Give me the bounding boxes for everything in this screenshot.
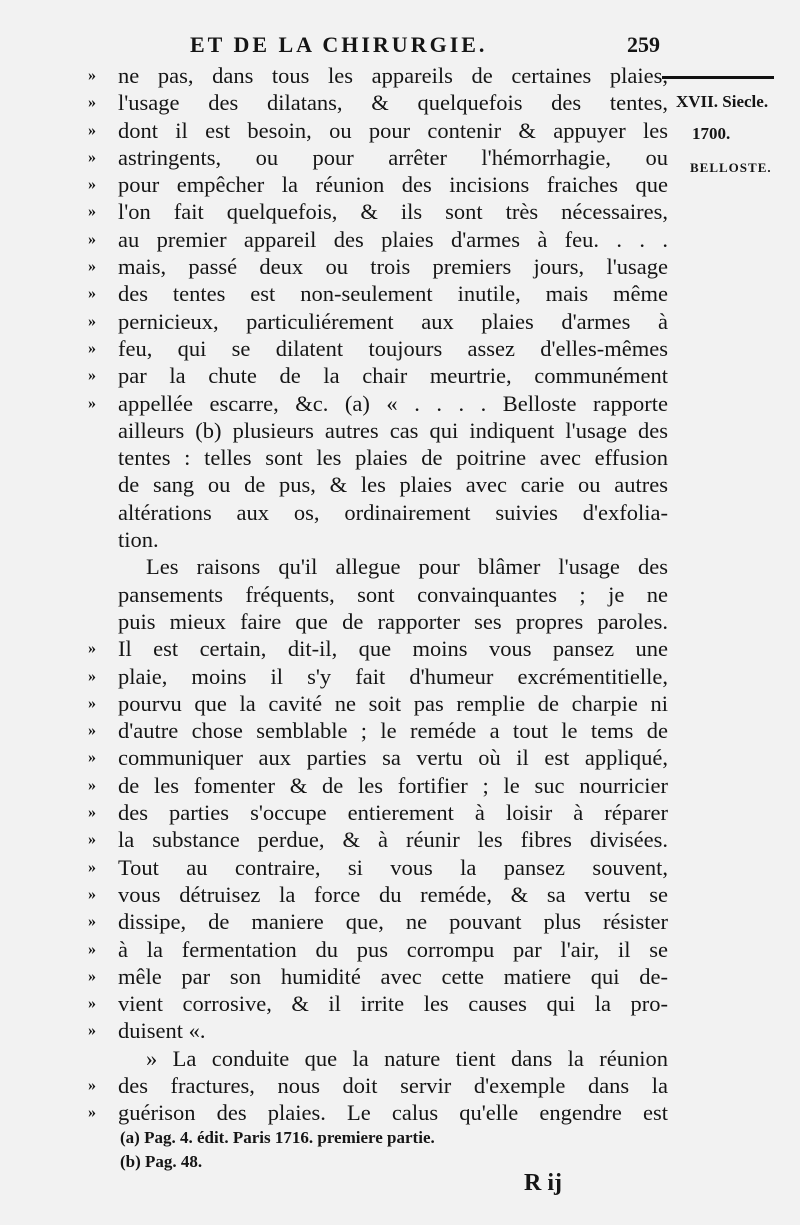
text-line (88, 690, 668, 717)
quote-mark: » (88, 94, 96, 112)
line-text: tion. (118, 527, 159, 553)
line-text: pour empêcher la réunion des incisions fraiches que (118, 172, 668, 198)
text-line (88, 635, 668, 662)
line-text: l'on fait quelquefois, & ils sont très nécessaires, (118, 199, 668, 225)
text-line (88, 1099, 668, 1126)
text-line (88, 772, 668, 799)
text-line (88, 717, 668, 744)
running-header (190, 32, 660, 62)
quote-mark: » (88, 339, 96, 357)
text-line (88, 553, 668, 580)
text-line (88, 936, 668, 963)
text-line (88, 471, 668, 498)
quote-mark: » (88, 285, 96, 303)
text-line (88, 335, 668, 362)
quote-mark: » (88, 1022, 96, 1040)
quote-mark: » (88, 858, 96, 876)
line-text: astringents, ou pour arrêter l'hémorrhagie, ou (118, 144, 668, 170)
text-line (88, 526, 668, 553)
text-line (88, 117, 668, 144)
line-text: de sang ou de pus, & les plaies avec carie ou autres (118, 472, 668, 498)
line-text: vient corrosive, & il irrite les causes qui la pro- (118, 991, 668, 1017)
line-text: d'autre chose semblable ; le reméde a tout le tems de (118, 718, 668, 744)
quote-mark: » (88, 121, 96, 139)
text-line (88, 226, 668, 253)
text-line (88, 417, 668, 444)
text-line (88, 581, 668, 608)
quote-mark: » (88, 67, 96, 84)
line-text: pourvu que la cavité ne soit pas remplie de charpie ni (118, 690, 668, 716)
header-title: ET DE LA CHIRURGIE. (190, 32, 488, 57)
text-line (88, 198, 668, 225)
quote-mark: » (88, 885, 96, 903)
margin-note-century: XVII. Siecle. (676, 92, 769, 111)
quote-mark: » (88, 749, 96, 767)
quote-mark: » (88, 804, 96, 822)
line-text: de les fomenter & de les fortifier ; le suc nourricier (118, 772, 668, 798)
text-line (88, 799, 668, 826)
text-line (88, 963, 668, 990)
line-text: » La conduite que la nature tient dans la réunion (146, 1045, 668, 1071)
text-line (88, 362, 668, 389)
text-line (88, 171, 668, 198)
quote-mark: » (88, 394, 96, 412)
line-text: ne pas, dans tous les appareils de certaines plaies, (118, 63, 668, 88)
line-text: l'usage des dilatans, & quelquefois des tentes, (118, 90, 668, 116)
line-text: des parties s'occupe entierement à loisir à réparer (118, 800, 668, 826)
margin-note-author: BELLOSTE. (690, 160, 772, 175)
text-line (88, 89, 668, 116)
text-line (88, 990, 668, 1017)
text-line (88, 908, 668, 935)
line-text: plaie, moins il s'y fait d'humeur excrémentitielle, (118, 663, 668, 689)
line-text: dont il est besoin, ou pour contenir & appuyer les (118, 117, 668, 143)
line-text: tentes : telles sont les plaies de poitrine avec effusion (118, 445, 668, 471)
line-text: à la fermentation du pus corrompu par l'air, il se (118, 936, 668, 962)
line-text: des fractures, nous doit servir d'exemple dans la (118, 1072, 668, 1098)
quote-mark: » (88, 312, 96, 330)
text-line (88, 62, 668, 89)
text-line (88, 144, 668, 171)
line-text: ailleurs (b) plusieurs autres cas qui indiquent l'usage des (118, 417, 668, 443)
text-line (88, 826, 668, 853)
quote-mark: » (88, 640, 96, 658)
quote-mark: » (88, 831, 96, 849)
text-line (88, 854, 668, 881)
quote-mark: » (88, 230, 96, 248)
footnote-a: (a) Pag. 4. édit. Paris 1716. premiere partie. (120, 1128, 435, 1147)
line-text: feu, qui se dilatent toujours assez d'elles-mêmes (118, 335, 668, 361)
line-text: la substance perdue, & à réunir les fibres divisées. (118, 827, 668, 853)
text-line (88, 1072, 668, 1099)
line-text: pansements fréquents, sont convainquantes ; je ne (118, 581, 668, 607)
quote-mark: » (88, 967, 96, 985)
line-text: au premier appareil des plaies d'armes à feu. . . . (118, 226, 668, 252)
footnote-b: (b) Pag. 48. (120, 1152, 203, 1171)
quote-mark: » (88, 203, 96, 221)
line-text: communiquer aux parties sa vertu où il est appliqué, (118, 745, 668, 771)
quote-mark: » (88, 1076, 96, 1094)
quote-mark: » (88, 694, 96, 712)
line-text: mais, passé deux ou trois premiers jours, l'usage (118, 254, 668, 280)
quote-mark: » (88, 913, 96, 931)
quote-mark: » (88, 995, 96, 1013)
text-line (88, 881, 668, 908)
margin-note-year: 1700. (692, 124, 731, 143)
line-text: altérations aux os, ordinairement suivies d'exfolia- (118, 499, 668, 525)
line-text: mêle par son humidité avec cette matiere qui de- (118, 963, 668, 989)
text-line (88, 308, 668, 335)
line-text: Les raisons qu'il allegue pour blâmer l'usage des (146, 554, 668, 580)
text-line (88, 1017, 668, 1044)
line-text: vous détruisez la force du reméde, & sa vertu se (118, 881, 668, 907)
quote-mark: » (88, 148, 96, 166)
line-text: par la chute de la chair meurtrie, communément (118, 363, 668, 389)
quote-mark: » (88, 722, 96, 740)
line-text: appellée escarre, &c. (a) « . . . . Belloste rapporte (118, 390, 668, 416)
body-text (88, 62, 668, 1127)
signature-mark: R ij (524, 1170, 562, 1196)
line-text: des tentes est non-seulement inutile, mais même (118, 281, 668, 307)
quote-mark: » (88, 1104, 96, 1122)
text-line (88, 280, 668, 307)
quote-mark: » (88, 667, 96, 685)
line-text: Il est certain, dit-il, que moins vous pansez une (118, 636, 668, 662)
text-line (88, 444, 668, 471)
text-line (88, 608, 668, 635)
text-line (88, 390, 668, 417)
line-text: Tout au contraire, si vous la pansez souvent, (118, 854, 668, 880)
quote-mark: » (88, 176, 96, 194)
text-line (88, 1045, 668, 1072)
quote-mark: » (88, 367, 96, 385)
margin-rule (662, 76, 774, 79)
text-line (88, 744, 668, 771)
text-line (88, 663, 668, 690)
quote-mark: » (88, 940, 96, 958)
line-text: guérison des plaies. Le calus qu'elle engendre est (118, 1100, 668, 1126)
line-text: dissipe, de maniere que, ne pouvant plus résister (118, 909, 668, 935)
quote-mark: » (88, 258, 96, 276)
line-text: duisent «. (118, 1018, 206, 1044)
footnotes (120, 1126, 620, 1174)
text-line (88, 253, 668, 280)
quote-mark: » (88, 776, 96, 794)
page-number: 259 (627, 32, 660, 57)
line-text: puis mieux faire que de rapporter ses propres paroles. (118, 608, 668, 634)
line-text: pernicieux, particuliérement aux plaies d'armes à (118, 308, 668, 334)
text-line (88, 499, 668, 526)
